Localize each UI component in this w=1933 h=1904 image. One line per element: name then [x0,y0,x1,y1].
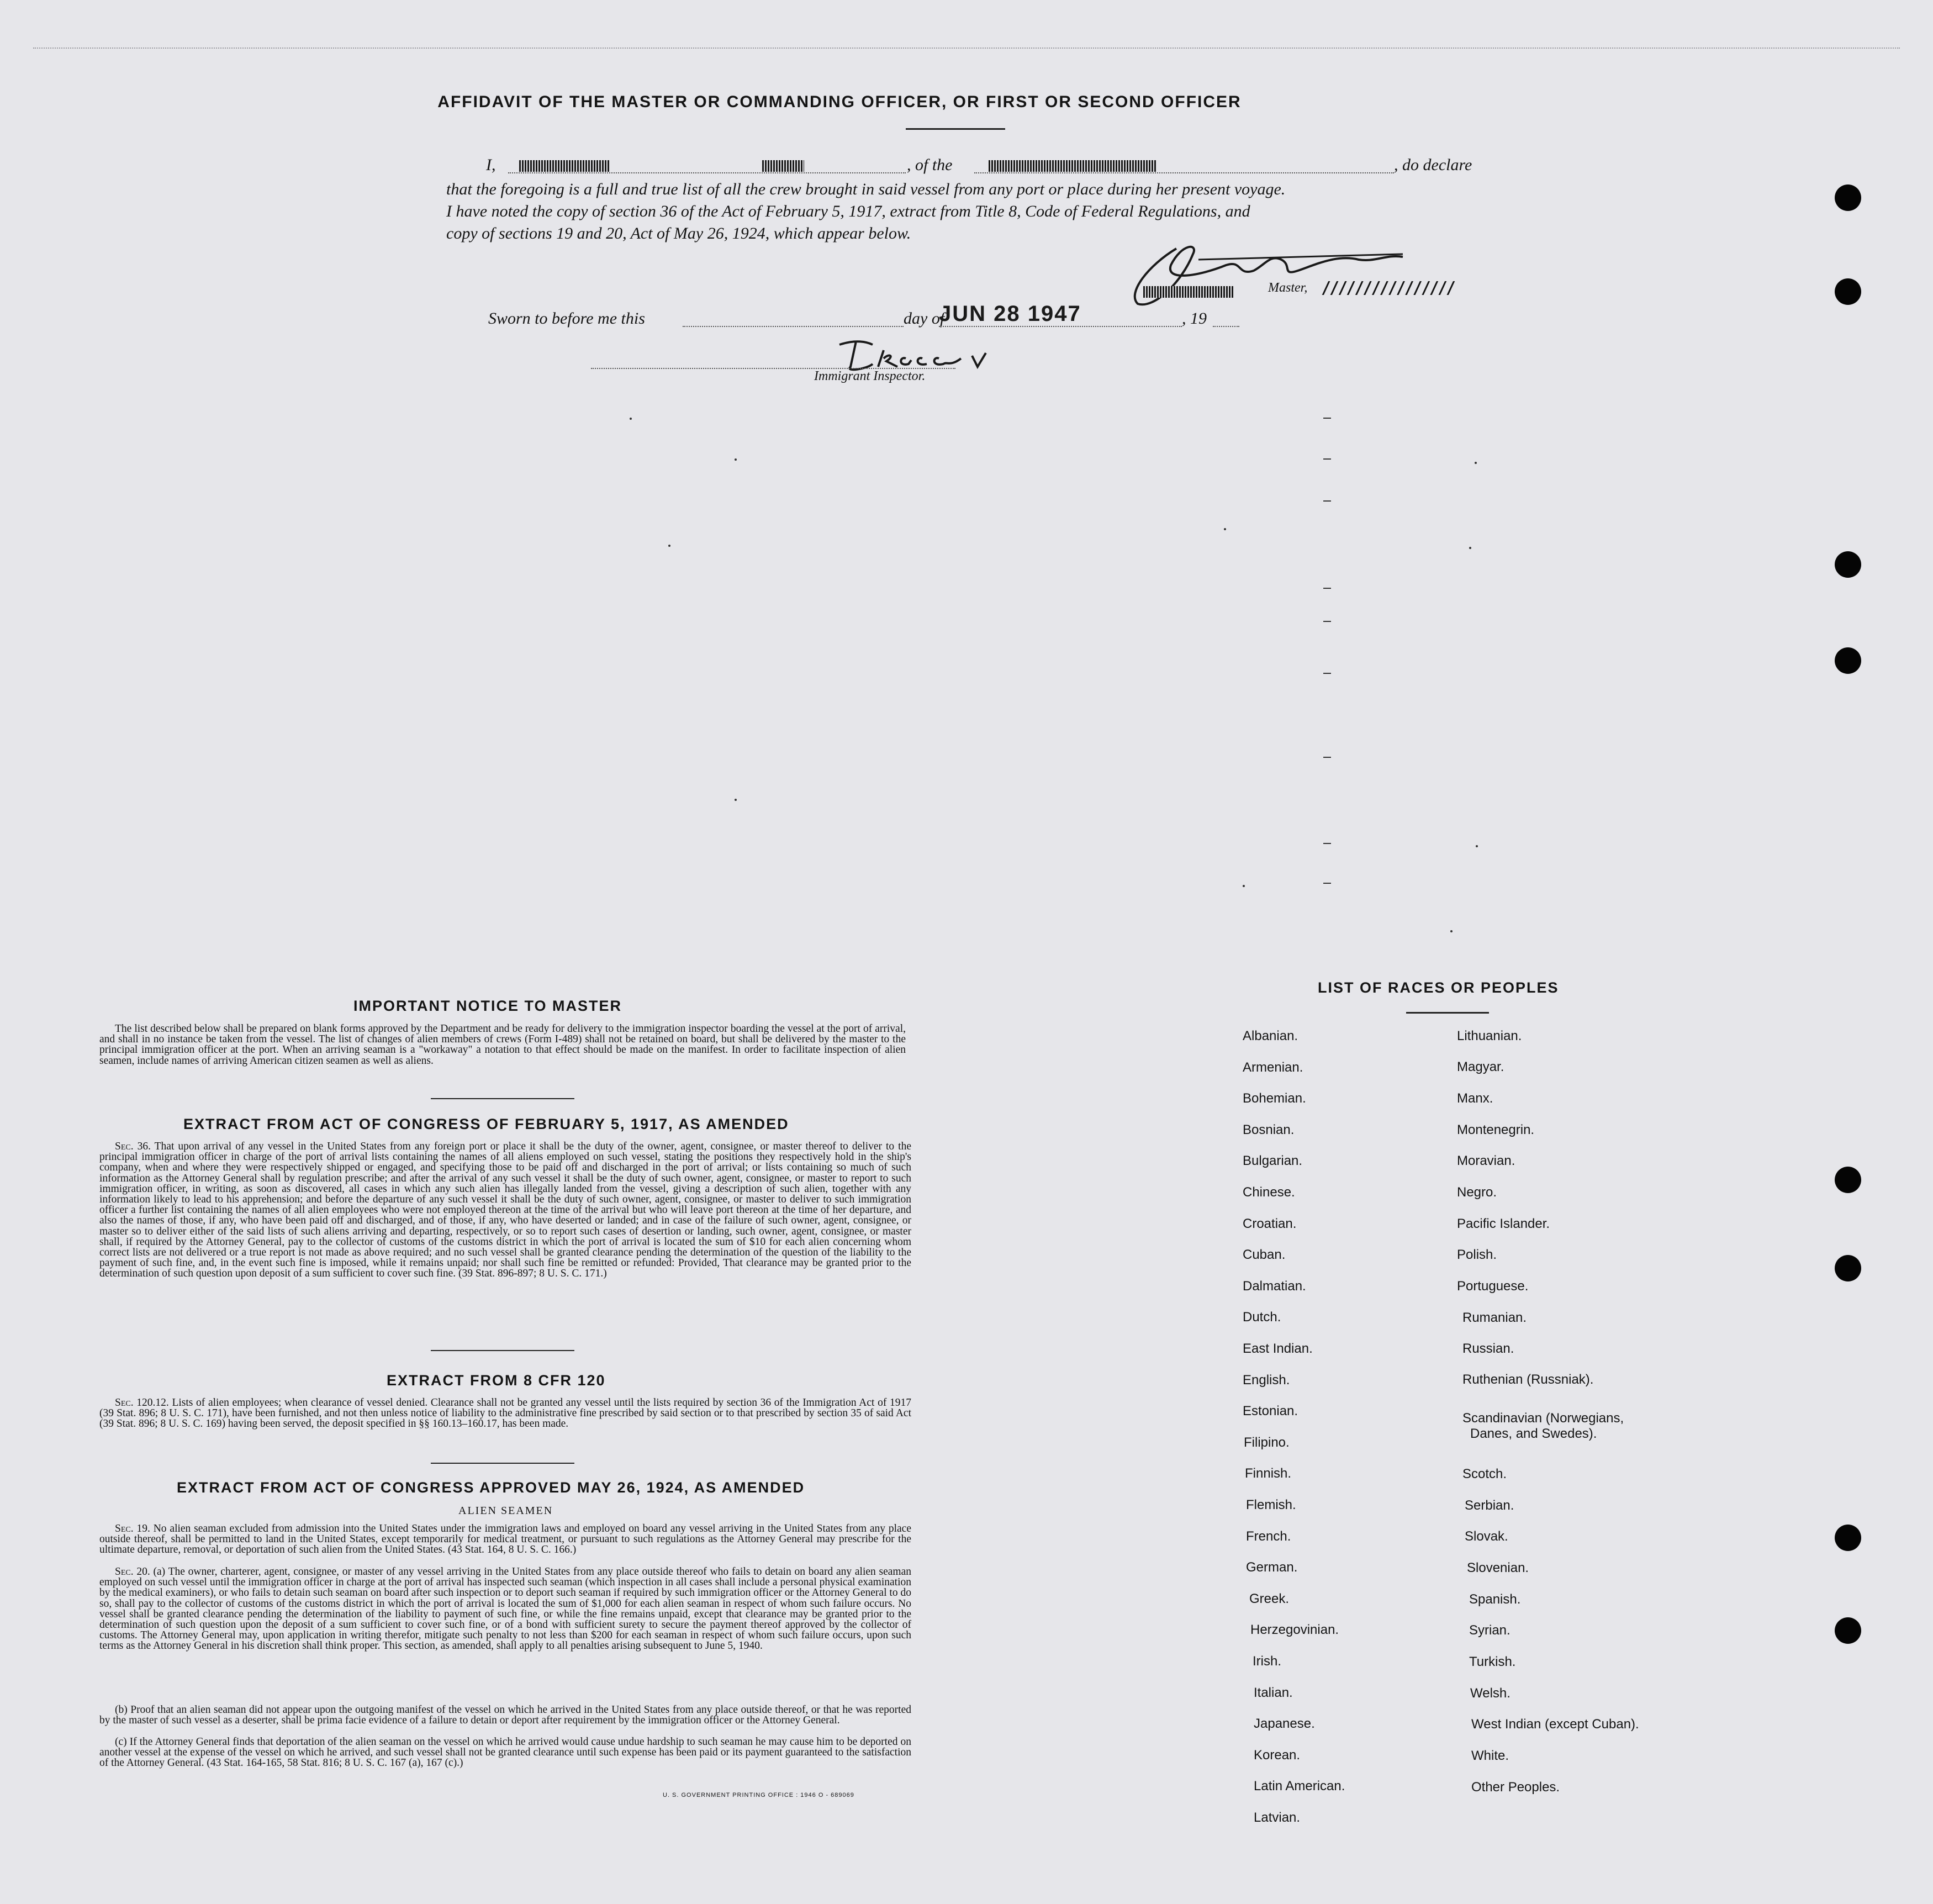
race-item-right: Pacific Islander. [1457,1216,1550,1231]
sec20b-body: (b) Proof that an alien seaman did not appear upon the outgoing manifest of the vessel on which he arrived in the United States from any place outside thereof, or that he was reported by the master of such vessel as a deserter, shall be prima facie evidence of a failure to detain or deport after requirement by the immigration officer or the Attorney General. [99,1704,911,1727]
extract-cfr-title: EXTRACT FROM 8 CFR 120 [387,1372,606,1389]
race-item-left: Latvian. [1254,1810,1301,1825]
race-item-right: Lithuanian. [1457,1029,1522,1043]
stray-mark [1476,845,1478,847]
master-signature [1116,232,1425,309]
master-label: Master, [1268,281,1308,295]
race-item-right: Rumanian. [1462,1310,1527,1325]
of-the-label: , of the [907,156,953,174]
race-item-right: Russian. [1462,1341,1514,1356]
extract-1924-sec20c [99,1737,911,1769]
race-item-right: Moravian. [1457,1153,1515,1168]
race-item-right: Magyar. [1457,1059,1504,1074]
year-prefix: , 19 [1182,309,1207,328]
extract-cfr-text [99,1397,911,1430]
stray-mark [630,418,632,420]
printing-office-imprint: U. S. GOVERNMENT PRINTING OFFICE : 1946 O - 689069 [663,1792,854,1798]
race-item-right: Polish. [1457,1247,1497,1262]
binder-hole [1835,1255,1861,1281]
section-rule [431,1098,574,1099]
stray-mark [1323,588,1331,589]
stray-mark [1323,621,1331,622]
sec19-label: Sec. 19. [115,1523,150,1534]
affidavit-line-2: that the foregoing is a full and true list of all the crew brought in said vessel from any port or place during her present voyage. [446,180,1286,198]
race-item-right: Slovak. [1465,1529,1508,1544]
signature-name-stamp [1143,286,1233,298]
notice-text [99,1024,906,1066]
alien-seamen-subtitle: ALIEN SEAMEN [458,1505,553,1517]
binder-hole [1835,1617,1861,1644]
race-item-right: Portuguese. [1457,1279,1529,1294]
race-item-left: French. [1246,1529,1291,1544]
sworn-day-fill-line [683,326,904,327]
top-dotted-edge [33,48,1900,49]
stray-mark [1323,500,1331,502]
stray-mark [1323,883,1331,884]
race-item-left: Filipino. [1244,1435,1290,1450]
stray-mark [1323,757,1331,758]
sec20c-body: (c) If the Attorney General finds that deportation of the alien seaman on the vessel on which he arrived would cause undue hardship to such seaman he may cause him to be deported on another vessel at the expense of the vessel on which he arrived, and such vessel shall not be granted clearance until such expense has been paid or its payment guaranteed to the satisfaction of the Attorney General. (43 Stat. 164-165, 58 Stat. 816; 8 U. S. C. 167 (a), 167 (c).) [99,1736,911,1769]
extract-1917-text [99,1141,911,1279]
stray-mark [1224,528,1226,530]
vessel-name [989,160,1157,172]
race-item-right: Syrian. [1469,1623,1511,1638]
race-item-right: White. [1471,1748,1509,1763]
declarant-i-label: I, [486,156,496,174]
binder-hole [1835,278,1861,305]
stray-mark [1323,843,1331,844]
race-item-right: West Indian (except Cuban). [1471,1717,1639,1732]
race-item-right: Ruthenian (Russniak). [1462,1372,1594,1387]
race-item-left: Latin American. [1254,1779,1345,1794]
race-item-right: Other Peoples. [1471,1780,1560,1795]
race-item-right: Negro. [1457,1185,1497,1200]
race-item-left: Croatian. [1243,1216,1297,1231]
race-item-right: Turkish. [1469,1654,1516,1669]
race-item-right: Spanish. [1469,1592,1521,1607]
race-item-left: Armenian. [1243,1060,1303,1075]
race-item-left: Dutch. [1243,1310,1281,1325]
stray-mark [1323,673,1331,674]
race-item-left: Bulgarian. [1243,1153,1303,1168]
extract-1924-sec20b [99,1705,911,1726]
sworn-label: Sworn to before me this [488,309,645,328]
race-item-left: Greek. [1249,1591,1290,1606]
section-rule [431,1350,574,1351]
extract-1924-sec19 [99,1523,911,1555]
stray-mark [1450,930,1453,932]
binder-hole [1835,551,1861,578]
stray-mark [1469,547,1471,549]
race-item-right: Danes, and Swedes). [1470,1426,1597,1441]
race-item-left: Bosnian. [1243,1122,1295,1137]
sec19-body: No alien seaman excluded from admission into the United States under the immigration laws and employed on board any vessel arriving in the United States from any place outside thereof, shall be permitted to land in the United States, except temporarily for medical treatment, or pursuant to such regulations as the Attorney General may prescribe for the ultimate departure, removal, or deportation of such alien from the United States. (43 Stat. 164, 8 U. S. C. 166.) [99,1523,911,1556]
affidavit-line-3: I have noted the copy of section 36 of the Act of February 5, 1917, extract from Title 8, Code of Federal Regulations, and [446,202,1250,220]
race-item-right: Slovenian. [1467,1560,1529,1575]
race-item-right: Manx. [1457,1091,1493,1106]
date-fill-line [939,326,1182,327]
binder-hole [1835,1167,1861,1193]
notice-body: The list described below shall be prepared on blank forms approved by the Department and be ready for delivery to the immigration inspector boarding the vessel at the port of arrival, and shall in no instance be taken from the vessel. The list of changes of alien members of crews (Form I-489) shall not be retained on board, but shall be delivered by the master to the principal immigration officer at the port. When an arriving seaman is a "workaway" a notation to that effect should be made on the manifest. In order to facilitate inspection of alien seamen, include names of arriving American citizen seamen as well as aliens. [99,1023,906,1067]
extract-1924-sec20a [99,1567,911,1652]
race-item-right: Scotch. [1462,1467,1507,1481]
races-title: LIST OF RACES OR PEOPLES [1318,979,1559,996]
affidavit-line-4: copy of sections 19 and 20, Act of May 26, 1924, which appear below. [446,224,911,242]
stray-mark [668,545,670,547]
stray-mark [1323,458,1331,460]
race-item-left: Albanian. [1243,1029,1298,1043]
race-item-right: Serbian. [1465,1498,1514,1513]
race-item-left: German. [1246,1560,1298,1575]
binder-hole [1835,184,1861,211]
stray-mark [1475,462,1477,464]
name-fill-line [508,172,906,173]
race-item-left: Japanese. [1254,1716,1315,1731]
race-item-left: Finnish. [1245,1466,1292,1481]
race-item-left: Estonian. [1243,1404,1298,1418]
race-item-left: East Indian. [1243,1341,1313,1356]
binder-hole [1835,647,1861,674]
affidavit-title: AFFIDAVIT OF THE MASTER OR COMMANDING OFFICER, OR FIRST OR SECOND OFFICER [437,93,1242,111]
extract-cfr-body: Lists of alien employees; when clearance of vessel denied. Clearance shall not be granted any vessel until the lists required by section 36 of the Immigration Act of 1917 (39 Stat. 896; 8 U. S. C. 171), have been furnished, and not then unless notice of liability to the administrative fine prescribed by said section or to that prescribed by section 35 of said Act (39 Stat. 896; 8 U. S. C. 169) having been served, the deposit specified in §§ 160.13–160.17, has been made. [99,1397,911,1430]
race-item-left: Korean. [1254,1748,1301,1763]
races-title-rule [1406,1012,1489,1014]
vessel-fill-line [974,172,1394,173]
inspector-label: Immigrant Inspector. [814,369,926,383]
stray-mark [735,799,737,801]
do-declare-label: , do declare [1394,156,1472,174]
struck-title: //////////////// [1321,278,1454,298]
binder-hole [1835,1525,1861,1551]
sec20a-body: (a) The owner, charterer, agent, consignee, or master of any vessel arriving in the United States from any place outside thereof who fails to detain on board any alien seaman employed on such vessel until the immigration officer in charge at the port of arrival has inspected such seaman (which inspection in all cases shall include a personal physical examination by the medical examiners), or who fails to detain such seaman on board after such inspection or to deport such seaman if required by such immigration officer or the Attorney General to do so, shall pay to the collector of customs of the customs district in which the port of arrival is located the sum of $1,000 for each alien seaman in respect of whom such failure occurs. No vessel shall be granted clearance pending the determination of the liability to payment of such fine, or while the fine remains unpaid, except that clearance may be granted prior to the determination of such question upon the deposit of a sum sufficient to cover such fine, or of a bond with sufficient surety to secure the payment thereof approved by the collector of customs. The Attorney General may, upon application in writing therefor, mitigate such penalty to not less than $200 for each seaman in respect of whom such failure occurs, upon such terms as the Attorney General in his discretion shall think proper. This section, as amended, shall apply to all penalties arising subsequent to June 5, 1940. [99,1566,911,1652]
stray-mark [1323,418,1331,419]
extract-1917-body: That upon arrival of any vessel in the United States from any foreign port or place it shall be the duty of the owner, agent, consignee, or master thereof to deliver to the principal immigration officer in charge of the port of arrival lists containing the names of all aliens employed on such vessel, stating the positions they respectively hold in the ship's company, when and where they were respectively shipped or engaged, and specifying those to be paid off and discharged in the port of arrival; or lists containing so much of such information as the Attorney General shall by regulation prescribe; and after the arrival of any such vessel it shall be the duty of such owner, agent, consignee, or master to report to such immigration officer, in writing, as soon as discovered, all cases in which any such alien has illegally landed from the vessel, giving a description of such alien, together with any information likely to lead to his apprehension; and before the departure of any such vessel it shall be the duty of such owner, agent, consignee, or master to deliver to such immigration officer a further list containing the names of all alien employees who were not employed thereon at the time of the arrival but who will leave port thereon at the time of her departure, and also the names of those, if any, who have been paid off and discharged, and of those, if any, who have deserted or landed; and in case of the failure of such owner, agent, consignee, or master so to deliver either of the said lists of such aliens arriving and departing, respectively, or so to report such cases of desertion or landing, such owner, agent, consignee, or master shall, if required by the Attorney General, pay to the collector of customs of the customs district in which the port of arrival is located the sum of $10 for each alien concerning whom correct lists are not delivered or a true report is not made as above required; and no such vessel shall be granted clearance pending the determination of the question of the liability to the payment of such fine, and, in the event such fine is imposed, while it remains unpaid; nor shall such fine be remitted or refunded: Provided, That clearance may be granted prior to the determination of such question upon deposit of a sum sufficient to cover such fine. (39 Stat. 896-897; 8 U. S. C. 171.) [99,1141,911,1280]
year-fill-line [1213,326,1239,327]
date-stamp: JUN 28 1947 [939,302,1081,326]
stray-mark [1243,885,1245,887]
race-item-left: Dalmatian. [1243,1279,1306,1294]
race-item-left: Flemish. [1246,1497,1296,1512]
declarant-rank [762,160,804,172]
race-item-left: English. [1243,1373,1290,1388]
sec20-label: Sec. 20. [115,1566,150,1578]
declarant-name [519,160,609,172]
race-item-left: Italian. [1254,1685,1293,1700]
stray-mark [735,458,737,461]
extract-cfr-sec-label: Sec. 120.12. [115,1397,169,1409]
race-item-right: Welsh. [1470,1686,1511,1701]
affidavit-title-rule [906,128,1005,130]
race-item-left: Bohemian. [1243,1091,1306,1106]
race-item-left: Irish. [1253,1654,1282,1669]
race-item-left: Chinese. [1243,1185,1295,1200]
day-of-label: day of [904,309,945,328]
extract-1917-title: EXTRACT FROM ACT OF CONGRESS OF FEBRUARY 5, 1917, AS AMENDED [183,1116,789,1132]
notice-title: IMPORTANT NOTICE TO MASTER [353,998,622,1014]
extract-1924-title: EXTRACT FROM ACT OF CONGRESS APPROVED MAY 26, 1924, AS AMENDED [177,1479,805,1496]
race-item-left: Herzegovinian. [1250,1622,1339,1637]
race-item-right: Scandinavian (Norwegians, [1462,1411,1624,1426]
extract-1917-sec-label: Sec. 36. [115,1141,151,1152]
race-item-left: Cuban. [1243,1247,1286,1262]
race-item-right: Montenegrin. [1457,1122,1535,1137]
section-rule [431,1463,574,1464]
